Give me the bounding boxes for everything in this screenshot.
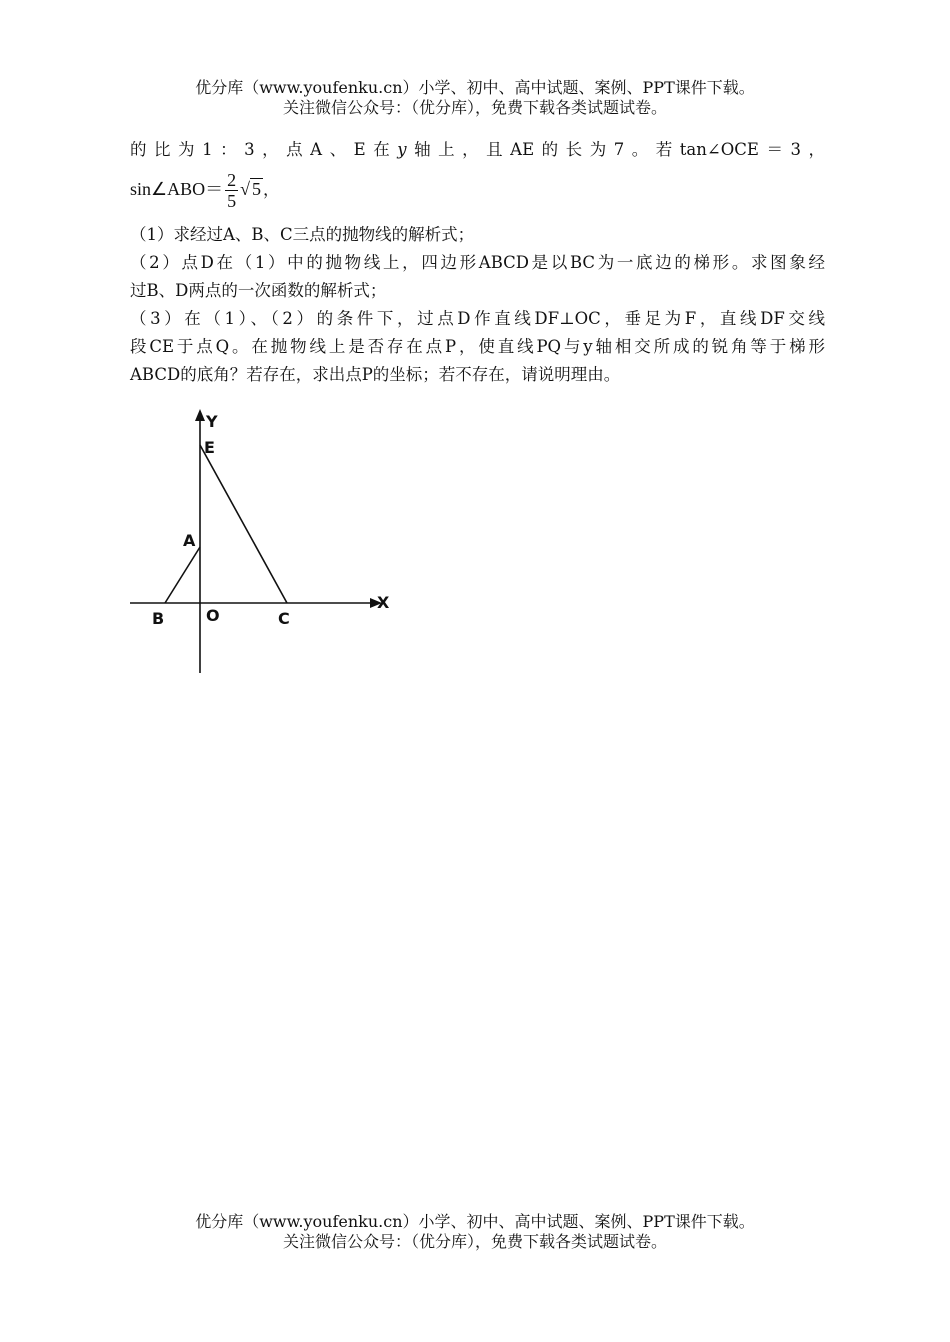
header-line-1: 优分库（www.youfenku.cn）小学、初中、高中试题、案例、PPT课件下载。 bbox=[195, 78, 755, 97]
question-3-line-2: 段CE于点Q。在抛物线上是否存在点P，使直线PQ与y轴相交所成的锐角等于梯形 bbox=[130, 337, 825, 356]
y-axis-arrow bbox=[195, 409, 205, 421]
page-header bbox=[0, 78, 950, 118]
problem-intro bbox=[130, 138, 825, 162]
question-2-line-2: 过B、D两点的一次函数的解析式； bbox=[130, 281, 387, 300]
segment-ec bbox=[200, 445, 287, 603]
square-root bbox=[240, 178, 263, 199]
fraction-denominator: 5 bbox=[227, 191, 237, 211]
question-2-line-1: （2）点D在（1）中的抛物线上，四边形ABCD是以BC为一底边的梯形。求图象经 bbox=[130, 253, 825, 272]
footer-line-1: 优分库（www.youfenku.cn）小学、初中、高中试题、案例、PPT课件下载。 bbox=[195, 1212, 755, 1231]
label-b: B bbox=[152, 609, 165, 628]
sin-prefix: sin∠ABO＝ bbox=[130, 179, 224, 199]
sin-suffix: ， bbox=[263, 180, 280, 199]
intro-text-b: 轴上，且AE的长为7。若tan∠OCE＝3， bbox=[406, 140, 825, 159]
footer-line-2: 关注微信公众号：（优分库），免费下载各类试题试卷。 bbox=[282, 1232, 667, 1251]
label-x: X bbox=[377, 593, 390, 612]
question-3-line-1: （3）在（1）、（2）的条件下，过点D作直线DF⊥OC，垂足为F，直线DF交线 bbox=[130, 309, 825, 328]
sqrt-symbol: √ bbox=[240, 179, 251, 199]
label-e: E bbox=[204, 438, 215, 457]
question-1: （1）求经过A、B、C三点的抛物线的解析式； bbox=[130, 225, 475, 244]
segment-ab bbox=[165, 547, 200, 603]
label-a: A bbox=[183, 531, 196, 550]
question-3-line-3: ABCD的底角？若存在，求出点P的坐标；若不存在，请说明理由。 bbox=[130, 365, 621, 384]
label-o: O bbox=[206, 606, 220, 625]
fraction-numerator: 2 bbox=[227, 170, 237, 190]
intro-text-a: 的比为1：3，点A、E在 bbox=[130, 140, 398, 159]
sin-equation bbox=[130, 167, 280, 212]
sqrt-radicand: 5 bbox=[252, 179, 262, 199]
intro-y-variable: y bbox=[397, 140, 407, 159]
coordinate-figure bbox=[120, 405, 400, 685]
label-c: C bbox=[278, 609, 290, 628]
label-y: Y bbox=[206, 412, 218, 431]
fraction bbox=[225, 170, 238, 211]
header-line-2: 关注微信公众号：（优分库），免费下载各类试题试卷。 bbox=[282, 98, 667, 117]
page-footer bbox=[0, 1212, 950, 1252]
